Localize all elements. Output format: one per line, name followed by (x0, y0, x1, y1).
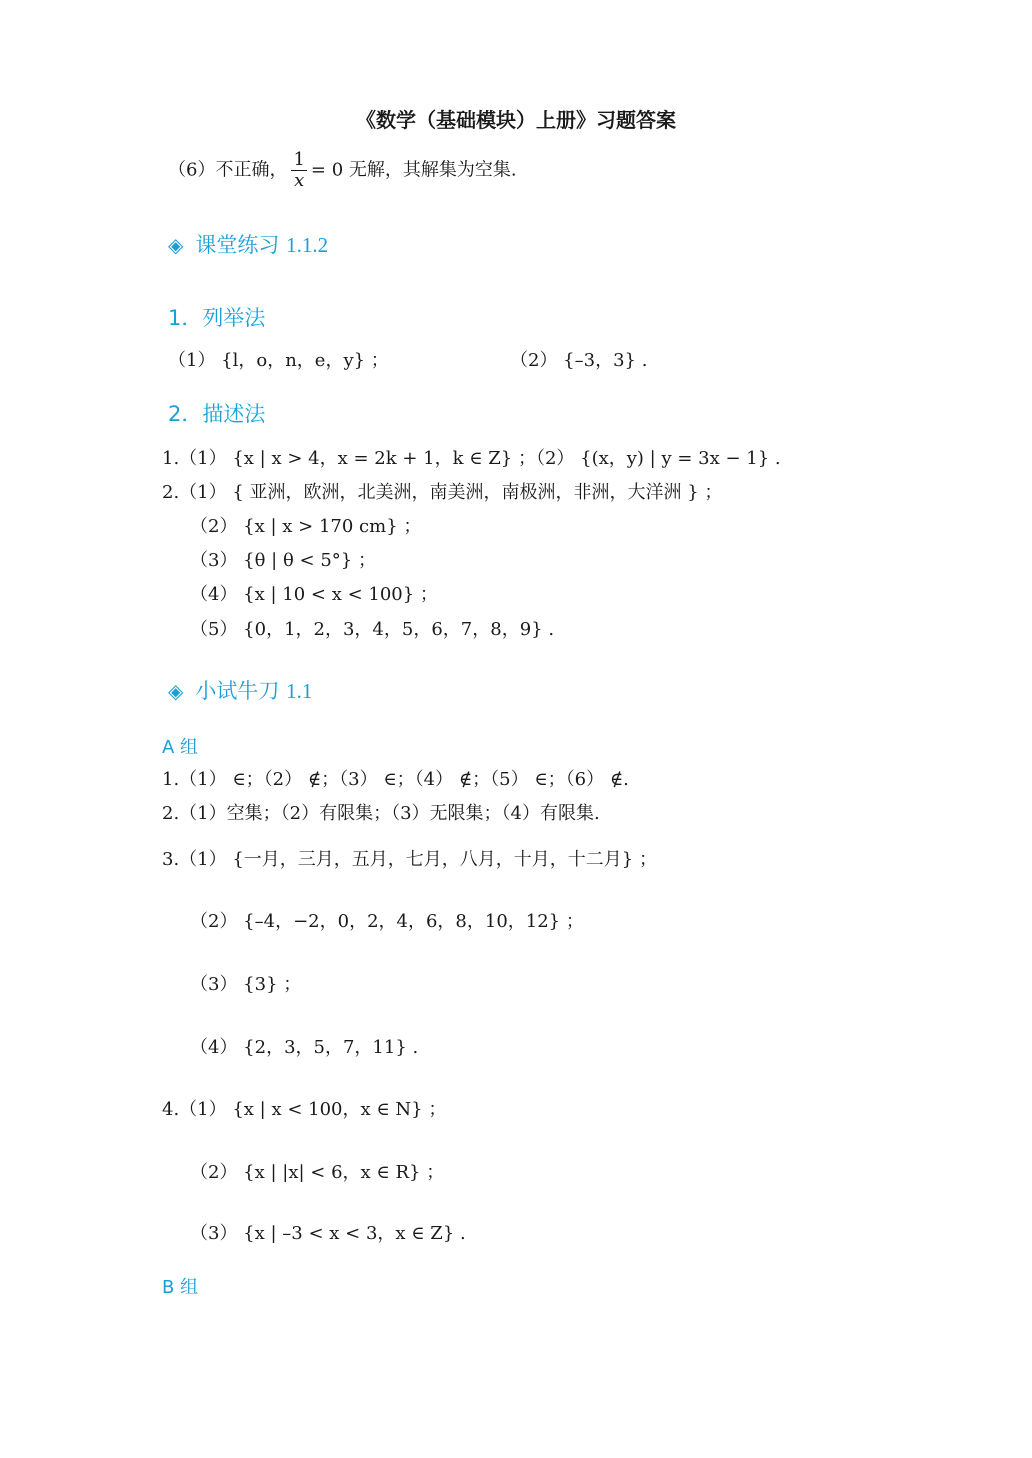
section-heading-classroom-practice (168, 229, 328, 259)
group-a-q3-4: （4） {2，3，5，7，11} . (190, 1037, 419, 1058)
fraction-denominator: x (294, 170, 305, 191)
description-answer-line: 1.（1） {x | x > 4，x = 2k + 1，k ∈ Z} ；（2） {(x，y) | y = 3x − 1} . (162, 448, 781, 469)
group-a-q1: 1.（1） ∈；（2） ∉；（3） ∈；（4） ∉；（5） ∈；（6） ∉. (162, 769, 629, 790)
group-a-q4-1: 4.（1） {x | x < 100，x ∈ N} ； (162, 1099, 447, 1120)
group-a-q4-2: （2） {x | |x| < 6，x ∈ R} ； (190, 1162, 445, 1183)
section-number: 1.1 (286, 679, 313, 703)
section-heading-quick-test (168, 675, 312, 705)
section-label: 小试牛刀 (195, 679, 280, 703)
section-label: 课堂练习 (195, 233, 280, 257)
group-a-q3-2: （2） {–4，−2，0，2，4，6，8，10，12} ； (190, 911, 584, 932)
description-answer-line: （4） {x | 10 < x < 100} ； (190, 584, 438, 605)
enumeration-answer-1: （1） {l，o，n，e，y} ； (168, 350, 389, 371)
answer-6-prefix: （6）不正确， (168, 159, 288, 181)
answer-6-suffix: = 0 无解，其解集为空集. (310, 159, 517, 181)
description-answer-line: （5） {0，1，2，3，4，5，6，7，8，9} . (190, 619, 555, 640)
subheading-enumeration: 1．列举法 (168, 306, 266, 330)
answer-line-6 (168, 150, 517, 191)
diamond-icon: ◈ (168, 233, 184, 257)
group-a-q3-3: （3） {3} ； (190, 974, 302, 995)
description-answer-line: （3） {θ | θ < 5°} ； (190, 550, 376, 571)
enumeration-answer-2: （2） {–3，3} . (510, 350, 648, 371)
group-a-q2: 2.（1）空集；（2）有限集；（3）无限集；（4）有限集. (162, 803, 600, 824)
group-a-heading: A 组 (162, 737, 199, 758)
group-b-heading: B 组 (162, 1277, 199, 1298)
fraction-numerator: 1 (293, 149, 305, 170)
section-number: 1.1.2 (286, 233, 329, 257)
diamond-icon: ◈ (168, 679, 184, 703)
description-answer-line: 2.（1） { 亚洲，欧洲，北美洲，南美洲，南极洲，非洲，大洋洲 } ； (162, 482, 723, 503)
group-a-q4-3: （3） {x | –3 < x < 3，x ∈ Z} . (190, 1223, 466, 1244)
page-title: 《数学（基础模块）上册》习题答案 (356, 108, 676, 132)
description-answer-line: （2） {x | x > 170 cm} ； (190, 516, 422, 537)
group-a-q3-1: 3.（1） {一月，三月，五月，七月，八月，十月，十二月} ； (162, 849, 657, 870)
fraction-1-over-x (291, 150, 306, 191)
subheading-description: 2．描述法 (168, 402, 266, 426)
